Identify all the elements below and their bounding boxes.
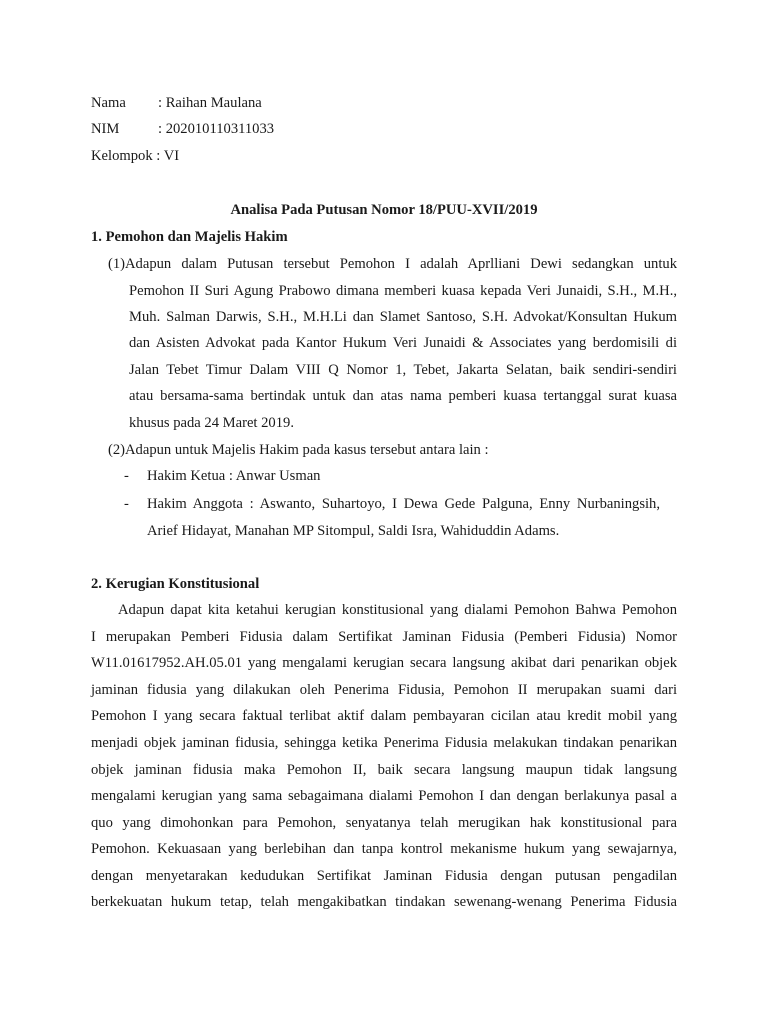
hakim-anggota-line: Hakim Anggota : Aswanto, Suhartoyo, I Dewa Gede Palguna, Enny Nurbaningsih,: [147, 496, 660, 512]
section1-heading: 1. Pemohon dan Majelis Hakim: [91, 229, 288, 245]
paragraph-line: jaminan fidusia yang dilakukan oleh Penerima Fidusia, Pemohon II merupakan suami dari: [91, 682, 677, 698]
kelompok-line: Kelompok : VI: [91, 148, 180, 164]
paragraph-line: I merupakan Pemberi Fidusia dalam Sertifikat Jaminan Fidusia (Pemberi Fidusia) Nomor: [91, 629, 677, 645]
paragraph-line: objek jaminan fidusia maka Pemohon II, baik secara langsung maupun tidak langsung: [91, 762, 677, 778]
paragraph-line: Pemohon. Kekuasaan yang berlebihan dan tanpa kontrol mekanisme hukum yang sewajarnya,: [91, 841, 677, 857]
paragraph-line: berkekuatan hukum tetap, telah mengakibatkan tindakan sewenang-wenang Penerima Fidusia: [91, 894, 677, 910]
item1-line: khusus pada 24 Maret 2019.: [129, 415, 294, 431]
nim-value: : 202010110311033: [158, 121, 275, 137]
document-title: Analisa Pada Putusan Nomor 18/PUU-XVII/2019: [230, 202, 538, 218]
paragraph-line: dengan menyetarakan kedudukan Sertifikat Jaminan Fidusia dengan putusan pengadilan: [91, 868, 677, 884]
hakim-ketua: Hakim Ketua : Anwar Usman: [147, 468, 321, 484]
item2-line: (2)Adapun untuk Majelis Hakim pada kasus tersebut antara lain :: [108, 442, 489, 458]
paragraph-line: mengalami kerugian yang sama sebagaimana dialami Pemohon I dan dengan berlakunya pasal a: [91, 788, 677, 804]
section2-heading: 2. Kerugian Konstitusional: [91, 576, 260, 592]
paragraph-line: Pemohon I yang secara faktual terlibat aktif dalam pembayaran cicilan atau kredit mobil yang: [91, 708, 677, 724]
paragraph-line: Adapun dapat kita ketahui kerugian konstitusional yang dialami Pemohon Bahwa Pemohon: [118, 602, 677, 618]
nama-value: : Raihan Maulana: [158, 95, 262, 111]
list-dash: -: [124, 496, 129, 512]
paragraph-line: quo yang dimohonkan para Pemohon, senyatanya telah merugikan hak konstitusional para: [91, 815, 677, 831]
nim-label: NIM: [91, 121, 120, 137]
item1-line: (1)Adapun dalam Putusan tersebut Pemohon I adalah Aprlliani Dewi sedangkan untuk: [108, 256, 677, 272]
item1-line: Muh. Salman Darwis, S.H., M.H.Li dan Slamet Santoso, S.H. Advokat/Konsultan Hukum: [129, 309, 677, 325]
nama-label: Nama: [91, 95, 126, 111]
item1-line: atau bersama-sama bertindak untuk dan atas nama pemberi kuasa tertanggal surat kuasa: [129, 388, 677, 404]
item1-line: dan Asisten Advokat pada Kantor Hukum Veri Junaidi & Associates yang berdomisili di: [129, 335, 677, 351]
paragraph-line: menjadi objek jaminan fidusia, sehingga ketika Penerima Fidusia melakukan tindakan penarikan: [91, 735, 677, 751]
hakim-anggota-line: Arief Hidayat, Manahan MP Sitompul, Saldi Isra, Wahiduddin Adams.: [147, 523, 560, 539]
list-dash: -: [124, 468, 129, 484]
paragraph-line: W11.01617952.AH.05.01 yang mengalami kerugian secara langsung akibat dari penarikan objek: [91, 655, 677, 671]
item1-line: Jalan Tebet Timur Dalam VIII Q Nomor 1, Tebet, Jakarta Selatan, baik sendiri-sendiri: [129, 362, 677, 378]
item1-line: Pemohon II Suri Agung Prabowo dimana memberi kuasa kepada Veri Junaidi, S.H., M.H.,: [129, 283, 677, 299]
